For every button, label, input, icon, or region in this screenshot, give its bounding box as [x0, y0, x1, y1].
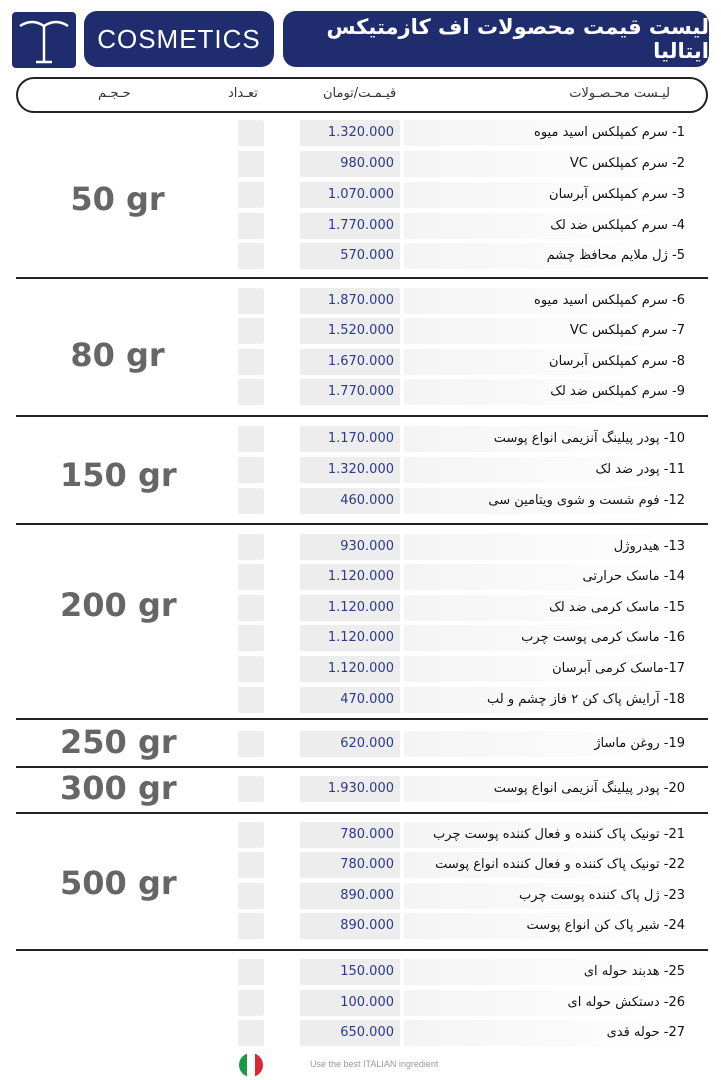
quantity-box[interactable] [238, 731, 264, 757]
table-row [0, 243, 721, 269]
brand-logo [12, 12, 76, 68]
page-title: لیست قیمت محصولات اف کازمتیکس ایتالیا [283, 11, 709, 67]
quantity-box[interactable] [238, 213, 264, 239]
product-name: 21- تونیک پاک کننده و فعال کننده پوست چرب [433, 827, 685, 842]
product-name: 10- پودر پیلینگ آنزیمی انواع پوست [493, 431, 685, 446]
quantity-box[interactable] [238, 349, 264, 375]
volume-label: 250 gr [60, 723, 177, 761]
price-value: 1.320.000 [327, 462, 394, 477]
product-name: 8- سرم کمپلکس آبرسان [549, 354, 685, 369]
group-divider [16, 415, 708, 417]
quantity-box[interactable] [238, 687, 264, 713]
price-value: 1.170.000 [327, 431, 394, 446]
quantity-box[interactable] [238, 151, 264, 177]
quantity-box[interactable] [238, 913, 264, 939]
product-name: 9- سرم کمپلکس ضد لک [550, 384, 685, 399]
table-row [0, 457, 721, 483]
product-name: 26- دستکش حوله ای [567, 995, 685, 1010]
price-value: 650.000 [340, 1025, 394, 1040]
brand-name: COSMETICS [84, 11, 274, 67]
logo-t-icon [12, 12, 76, 68]
volume-label: 300 gr [60, 769, 177, 807]
column-name: لیـست محـصـولات [569, 86, 670, 101]
quantity-box[interactable] [238, 488, 264, 514]
table-row [0, 349, 721, 375]
price-value: 460.000 [340, 493, 394, 508]
table-row [0, 534, 721, 560]
product-name: 3- سرم کمپلکس آبرسان [549, 187, 685, 202]
price-value: 980.000 [340, 156, 394, 171]
volume-label: 50 gr [70, 180, 165, 218]
group-divider [16, 523, 708, 525]
table-row [0, 852, 721, 878]
product-name: 14- ماسک حرارتی [582, 569, 685, 584]
product-name: 18- آرایش پاک کن ۲ فاز چشم و لب [486, 692, 685, 707]
quantity-box[interactable] [238, 625, 264, 651]
price-value: 890.000 [340, 918, 394, 933]
quantity-box[interactable] [238, 318, 264, 344]
product-name: 15- ماسک کرمی ضد لک [549, 600, 685, 615]
product-name: 23- ژل پاک کننده پوست چرب [519, 888, 685, 903]
table-row [0, 1020, 721, 1046]
table-row [0, 151, 721, 177]
price-value: 1.520.000 [327, 323, 394, 338]
product-name: 2- سرم کمپلکس VC [569, 156, 685, 171]
price-value: 1.930.000 [327, 781, 394, 796]
group-divider [16, 718, 708, 720]
table-row [0, 564, 721, 590]
quantity-box[interactable] [238, 426, 264, 452]
column-header [16, 77, 708, 113]
group-divider [16, 949, 708, 951]
price-value: 620.000 [340, 736, 394, 751]
column-volume: حـجـم [98, 86, 131, 101]
price-value: 1.120.000 [327, 630, 394, 645]
price-value: 930.000 [340, 539, 394, 554]
table-row [0, 913, 721, 939]
table-row [0, 731, 721, 757]
quantity-box[interactable] [238, 852, 264, 878]
product-name: 12- فوم شست و شوی ویتامین سی [488, 493, 685, 508]
volume-label: 500 gr [60, 864, 177, 902]
product-name: 16- ماسک کرمی پوست چرب [521, 630, 685, 645]
quantity-box[interactable] [238, 288, 264, 314]
price-value: 1.120.000 [327, 569, 394, 584]
table-row [0, 990, 721, 1016]
quantity-box[interactable] [238, 656, 264, 682]
column-price: قیـمـت/تومان [323, 86, 397, 101]
product-name: 7- سرم کمپلکس VC [569, 323, 685, 338]
footer-note: Use the best ITALIAN ingredient [310, 1059, 439, 1069]
product-name: 25- هدبند حوله ای [583, 964, 685, 979]
price-value: 780.000 [340, 827, 394, 842]
price-value: 570.000 [340, 248, 394, 263]
quantity-box[interactable] [238, 534, 264, 560]
price-value: 1.320.000 [327, 125, 394, 140]
table-row [0, 288, 721, 314]
table-row [0, 687, 721, 713]
quantity-box[interactable] [238, 776, 264, 802]
quantity-box[interactable] [238, 822, 264, 848]
table-row [0, 120, 721, 146]
price-value: 890.000 [340, 888, 394, 903]
price-value: 470.000 [340, 692, 394, 707]
quantity-box[interactable] [238, 457, 264, 483]
price-value: 780.000 [340, 857, 394, 872]
product-name: 1- سرم کمپلکس اسید میوه [534, 125, 685, 140]
price-value: 100.000 [340, 995, 394, 1010]
quantity-box[interactable] [238, 564, 264, 590]
price-value: 1.870.000 [327, 293, 394, 308]
product-name: 4- سرم کمپلکس ضد لک [550, 218, 685, 233]
quantity-box[interactable] [238, 182, 264, 208]
price-value: 1.120.000 [327, 661, 394, 676]
quantity-box[interactable] [238, 120, 264, 146]
product-name: 11- پودر ضد لک [595, 462, 685, 477]
quantity-box[interactable] [238, 1020, 264, 1046]
table-row [0, 959, 721, 985]
table-row [0, 656, 721, 682]
product-name: 24- شیر پاک کن انواع پوست [526, 918, 685, 933]
quantity-box[interactable] [238, 595, 264, 621]
price-value: 150.000 [340, 964, 394, 979]
product-name: 17-ماسک کرمی آبرسان [552, 661, 685, 676]
group-divider [16, 277, 708, 279]
table-row [0, 426, 721, 452]
volume-label: 80 gr [70, 336, 165, 374]
product-name: 27- حوله قدی [606, 1025, 685, 1040]
volume-label: 150 gr [60, 456, 177, 494]
table-row [0, 318, 721, 344]
table-row [0, 822, 721, 848]
price-value: 1.070.000 [327, 187, 394, 202]
quantity-box[interactable] [238, 883, 264, 909]
table-row [0, 182, 721, 208]
table-row [0, 379, 721, 405]
product-name: 13- هیدروژل [613, 539, 685, 554]
table-row [0, 776, 721, 802]
table-row [0, 213, 721, 239]
product-name: 5- ژل ملایم محافظ چشم [546, 248, 685, 263]
volume-label: 200 gr [60, 586, 177, 624]
quantity-box[interactable] [238, 379, 264, 405]
price-value: 1.670.000 [327, 354, 394, 369]
product-name: 20- پودر پیلینگ آنزیمی انواع پوست [493, 781, 685, 796]
table-row [0, 625, 721, 651]
product-name: 22- تونیک پاک کننده و فعال کننده انواع پوست [435, 857, 685, 872]
quantity-box[interactable] [238, 243, 264, 269]
price-value: 1.770.000 [327, 218, 394, 233]
table-row [0, 883, 721, 909]
price-value: 1.770.000 [327, 384, 394, 399]
product-name: 19- روغن ماساژ [594, 736, 685, 751]
price-value: 1.120.000 [327, 600, 394, 615]
table-row [0, 488, 721, 514]
group-divider [16, 766, 708, 768]
column-qty: تعـداد [228, 86, 258, 101]
italy-flag-icon [239, 1053, 263, 1077]
quantity-box[interactable] [238, 990, 264, 1016]
quantity-box[interactable] [238, 959, 264, 985]
product-name: 6- سرم کمپلکس اسید میوه [534, 293, 685, 308]
table-row [0, 595, 721, 621]
group-divider [16, 812, 708, 814]
